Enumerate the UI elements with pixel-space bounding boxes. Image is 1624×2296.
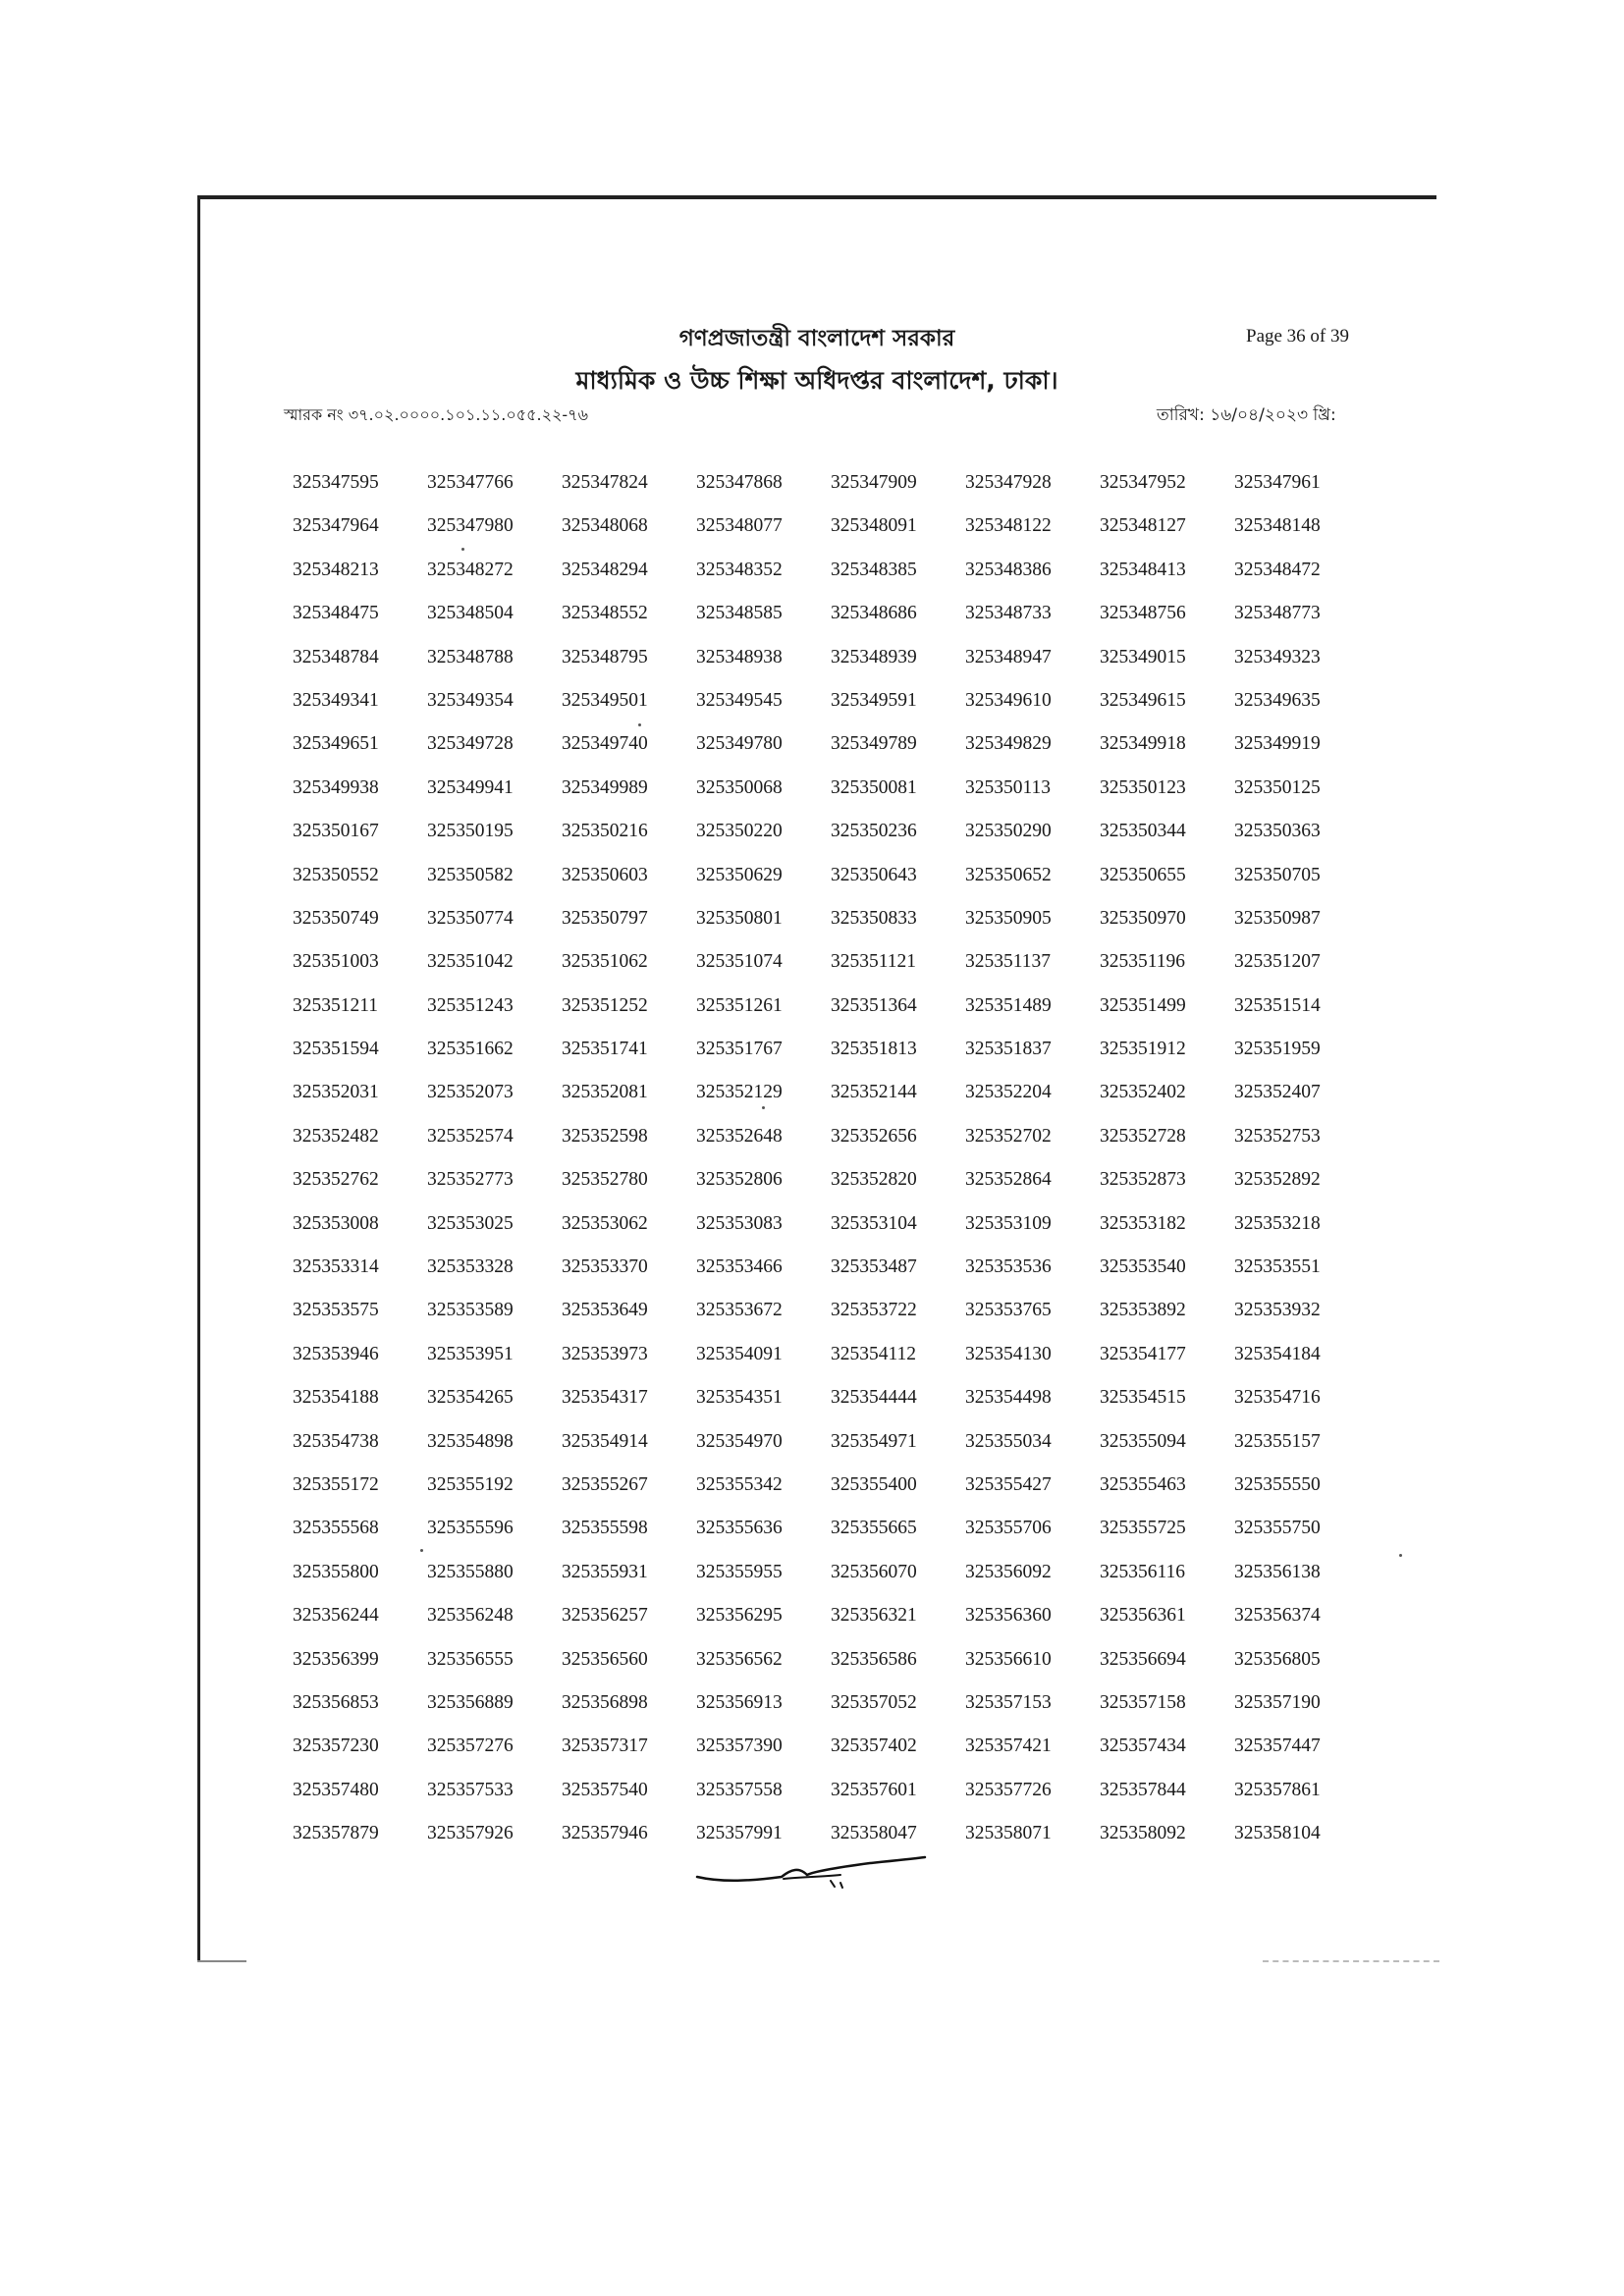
roll-number-cell: 325354738 xyxy=(293,1430,379,1452)
roll-number-cell: 325353487 xyxy=(831,1256,917,1278)
roll-number-cell: 325347595 xyxy=(293,472,379,493)
government-title: গণপ্রজাতন্ত্রী বাংলাদেশ সরকার xyxy=(678,326,955,351)
roll-number-cell: 325348413 xyxy=(1100,559,1186,580)
roll-number-cell: 325350833 xyxy=(831,907,917,929)
roll-number-cell: 325349591 xyxy=(831,689,917,711)
roll-number-cell: 325351767 xyxy=(696,1039,783,1060)
roll-number-cell: 325358104 xyxy=(1234,1823,1321,1844)
signature-mark xyxy=(693,1847,929,1896)
roll-number-cell: 325356694 xyxy=(1100,1648,1186,1670)
roll-number-cell: 325350655 xyxy=(1100,864,1186,885)
roll-number-cell: 325355955 xyxy=(696,1561,783,1582)
roll-number-cell: 325356610 xyxy=(965,1648,1052,1670)
roll-number-cell: 325356116 xyxy=(1100,1561,1186,1582)
roll-number-cell: 325349740 xyxy=(562,733,648,755)
roll-number-cell: 325352204 xyxy=(965,1082,1052,1103)
roll-number-cell: 325348947 xyxy=(965,646,1052,667)
roll-number-cell: 325348352 xyxy=(696,559,783,580)
roll-number-cell: 325350749 xyxy=(293,907,379,929)
roll-number-cell: 325349789 xyxy=(831,733,917,755)
roll-number-cell: 325355665 xyxy=(831,1518,917,1539)
roll-number-cell: 325351042 xyxy=(427,951,514,973)
roll-number-cell: 325353540 xyxy=(1100,1256,1186,1278)
roll-number-cell: 325356586 xyxy=(831,1648,917,1670)
roll-number-cell: 325353551 xyxy=(1234,1256,1321,1278)
roll-number-cell: 325351594 xyxy=(293,1039,379,1060)
roll-number-cell: 325352702 xyxy=(965,1125,1052,1147)
roll-number-cell: 325356257 xyxy=(562,1605,648,1627)
roll-number-cell: 325355427 xyxy=(965,1473,1052,1495)
roll-number-cell: 325352129 xyxy=(696,1082,783,1103)
roll-number-cell: 325357317 xyxy=(562,1735,648,1757)
roll-number-cell: 325350113 xyxy=(965,776,1052,798)
roll-number-cell: 325347952 xyxy=(1100,472,1186,493)
roll-number-cell: 325357879 xyxy=(293,1823,379,1844)
roll-number-cell: 325355267 xyxy=(562,1473,648,1495)
roll-number-cell: 325352780 xyxy=(562,1169,648,1191)
roll-number-cell: 325352598 xyxy=(562,1125,648,1147)
roll-number-cell: 325353025 xyxy=(427,1212,514,1234)
roll-number-cell: 325357844 xyxy=(1100,1779,1186,1800)
roll-number-cell: 325352728 xyxy=(1100,1125,1186,1147)
roll-number-cell: 325356244 xyxy=(293,1605,379,1627)
roll-number-cell: 325347909 xyxy=(831,472,917,493)
roll-number-cell: 325357558 xyxy=(696,1779,783,1800)
roll-number-cell: 325353104 xyxy=(831,1212,917,1234)
roll-number-cell: 325352864 xyxy=(965,1169,1052,1191)
roll-number-cell: 325349919 xyxy=(1234,733,1321,755)
roll-number-cell: 325350905 xyxy=(965,907,1052,929)
page-border-left xyxy=(197,195,200,1961)
roll-number-cell: 325347824 xyxy=(562,472,648,493)
roll-number-cell: 325357480 xyxy=(293,1779,379,1800)
roll-number-cell: 325357390 xyxy=(696,1735,783,1757)
roll-number-cell: 325355931 xyxy=(562,1561,648,1582)
roll-number-cell: 325350797 xyxy=(562,907,648,929)
roll-number-cell: 325350081 xyxy=(831,776,917,798)
roll-number-cell: 325353892 xyxy=(1100,1300,1186,1321)
roll-number-cell: 325354970 xyxy=(696,1430,783,1452)
roll-number-cell: 325351741 xyxy=(562,1039,648,1060)
roll-number-cell: 325353328 xyxy=(427,1256,514,1278)
roll-number-cell: 325357276 xyxy=(427,1735,514,1757)
roll-number-cell: 325358047 xyxy=(831,1823,917,1844)
roll-number-cell: 325350705 xyxy=(1234,864,1321,885)
roll-number-cell: 325350643 xyxy=(831,864,917,885)
roll-number-cell: 325354317 xyxy=(562,1387,648,1409)
roll-number-cell: 325354515 xyxy=(1100,1387,1186,1409)
roll-number-cell: 325350987 xyxy=(1234,907,1321,929)
roll-number-cell: 325353932 xyxy=(1234,1300,1321,1321)
roll-number-cell: 325356889 xyxy=(427,1691,514,1713)
roll-number-cell: 325357861 xyxy=(1234,1779,1321,1800)
roll-number-cell: 325351912 xyxy=(1100,1039,1186,1060)
roll-number-cell: 325356248 xyxy=(427,1605,514,1627)
roll-number-cell: 325349354 xyxy=(427,689,514,711)
roll-number-cell: 325349015 xyxy=(1100,646,1186,667)
roll-number-cell: 325356562 xyxy=(696,1648,783,1670)
roll-number-cell: 325350123 xyxy=(1100,776,1186,798)
roll-number-cell: 325354188 xyxy=(293,1387,379,1409)
department-title: মাধ্যমিক ও উচ্চ শিক্ষা অধিদপ্তর বাংলাদেশ, ঢাকা। xyxy=(575,366,1058,395)
roll-number-cell: 325351499 xyxy=(1100,994,1186,1016)
roll-number-cell: 325353083 xyxy=(696,1212,783,1234)
page-border-bottom xyxy=(197,1960,246,1962)
roll-number-cell: 325352773 xyxy=(427,1169,514,1191)
roll-number-cell: 325357230 xyxy=(293,1735,379,1757)
roll-number-cell: 325351243 xyxy=(427,994,514,1016)
roll-number-cell: 325348686 xyxy=(831,603,917,624)
roll-number-cell: 325354091 xyxy=(696,1343,783,1364)
roll-number-cell: 325357421 xyxy=(965,1735,1052,1757)
roll-number-cell: 325348077 xyxy=(696,515,783,537)
roll-number-cell: 325353951 xyxy=(427,1343,514,1364)
roll-number-cell: 325347766 xyxy=(427,472,514,493)
roll-number-cell: 325356555 xyxy=(427,1648,514,1670)
roll-number-cell: 325353589 xyxy=(427,1300,514,1321)
roll-number-cell: 325356321 xyxy=(831,1605,917,1627)
roll-number-cell: 325350774 xyxy=(427,907,514,929)
roll-number-cell: 325351813 xyxy=(831,1039,917,1060)
roll-number-cell: 325353722 xyxy=(831,1300,917,1321)
roll-number-cell: 325354971 xyxy=(831,1430,917,1452)
roll-number-cell: 325348585 xyxy=(696,603,783,624)
roll-number-cell: 325347961 xyxy=(1234,472,1321,493)
roll-number-cell: 325358092 xyxy=(1100,1823,1186,1844)
roll-number-cell: 325355568 xyxy=(293,1518,379,1539)
roll-number-cell: 325351959 xyxy=(1234,1039,1321,1060)
roll-number-cell: 325355463 xyxy=(1100,1473,1186,1495)
roll-number-cell: 325352402 xyxy=(1100,1082,1186,1103)
roll-number-cell: 325350970 xyxy=(1100,907,1186,929)
roll-number-cell: 325353182 xyxy=(1100,1212,1186,1234)
roll-number-cell: 325350603 xyxy=(562,864,648,885)
roll-number-cell: 325349323 xyxy=(1234,646,1321,667)
roll-number-cell: 325348213 xyxy=(293,559,379,580)
roll-number-cell: 325354112 xyxy=(831,1343,917,1364)
roll-number-cell: 325353575 xyxy=(293,1300,379,1321)
roll-number-cell: 325351364 xyxy=(831,994,917,1016)
roll-number-cell: 325350363 xyxy=(1234,821,1321,842)
roll-number-cell: 325348475 xyxy=(293,603,379,624)
roll-number-cell: 325351211 xyxy=(293,994,379,1016)
roll-number-cell: 325351121 xyxy=(831,951,917,973)
roll-number-cell: 325352031 xyxy=(293,1082,379,1103)
roll-number-cell: 325357153 xyxy=(965,1691,1052,1713)
roll-number-cell: 325352081 xyxy=(562,1082,648,1103)
roll-number-cell: 325351514 xyxy=(1234,994,1321,1016)
roll-number-cell: 325357926 xyxy=(427,1823,514,1844)
roll-number-cell: 325348127 xyxy=(1100,515,1186,537)
roll-number-cell: 325348068 xyxy=(562,515,648,537)
roll-number-cell: 325356560 xyxy=(562,1648,648,1670)
roll-number-cell: 325357434 xyxy=(1100,1735,1186,1757)
roll-number-cell: 325353536 xyxy=(965,1256,1052,1278)
roll-number-cell: 325350552 xyxy=(293,864,379,885)
roll-number-cell: 325357946 xyxy=(562,1823,648,1844)
roll-number-cell: 325354914 xyxy=(562,1430,648,1452)
roll-number-cell: 325349780 xyxy=(696,733,783,755)
roll-number-cell: 325352762 xyxy=(293,1169,379,1191)
roll-number-cell: 325349728 xyxy=(427,733,514,755)
roll-number-cell: 325357447 xyxy=(1234,1735,1321,1757)
roll-number-cell: 325352753 xyxy=(1234,1125,1321,1147)
roll-number-cell: 325353008 xyxy=(293,1212,379,1234)
roll-number-cell: 325353672 xyxy=(696,1300,783,1321)
roll-number-cell: 325350582 xyxy=(427,864,514,885)
roll-number-cell: 325355750 xyxy=(1234,1518,1321,1539)
roll-number-cell: 325348504 xyxy=(427,603,514,624)
roll-number-cell: 325351137 xyxy=(965,951,1052,973)
page-border-top xyxy=(197,195,1436,199)
roll-number-cell: 325354898 xyxy=(427,1430,514,1452)
roll-number-cell: 325349651 xyxy=(293,733,379,755)
roll-number-cell: 325356805 xyxy=(1234,1648,1321,1670)
roll-number-cell: 325355550 xyxy=(1234,1473,1321,1495)
roll-number-cell: 325351662 xyxy=(427,1039,514,1060)
roll-number-cell: 325355800 xyxy=(293,1561,379,1582)
roll-number-cell: 325353062 xyxy=(562,1212,648,1234)
roll-number-cell: 325351062 xyxy=(562,951,648,973)
roll-number-grid xyxy=(293,461,1373,1856)
roll-number-cell: 325352873 xyxy=(1100,1169,1186,1191)
roll-number-cell: 325352648 xyxy=(696,1125,783,1147)
roll-number-cell: 325352820 xyxy=(831,1169,917,1191)
roll-number-cell: 325357601 xyxy=(831,1779,917,1800)
roll-number-cell: 325353218 xyxy=(1234,1212,1321,1234)
roll-number-cell: 325353370 xyxy=(562,1256,648,1278)
roll-number-cell: 325353109 xyxy=(965,1212,1052,1234)
roll-number-cell: 325352806 xyxy=(696,1169,783,1191)
roll-number-cell: 325352574 xyxy=(427,1125,514,1147)
roll-number-cell: 325349635 xyxy=(1234,689,1321,711)
roll-number-cell: 325349829 xyxy=(965,733,1052,755)
roll-number-cell: 325348148 xyxy=(1234,515,1321,537)
roll-number-cell: 325355636 xyxy=(696,1518,783,1539)
roll-number-cell: 325357190 xyxy=(1234,1691,1321,1713)
roll-number-cell: 325352892 xyxy=(1234,1169,1321,1191)
roll-number-cell: 325357158 xyxy=(1100,1691,1186,1713)
roll-number-cell: 325354498 xyxy=(965,1387,1052,1409)
roll-number-cell: 325355094 xyxy=(1100,1430,1186,1452)
roll-number-cell: 325353314 xyxy=(293,1256,379,1278)
roll-number-cell: 325354130 xyxy=(965,1343,1052,1364)
roll-number-cell: 325351074 xyxy=(696,951,783,973)
roll-number-cell: 325348091 xyxy=(831,515,917,537)
roll-number-cell: 325352407 xyxy=(1234,1082,1321,1103)
roll-number-cell: 325353765 xyxy=(965,1300,1052,1321)
roll-number-cell: 325350290 xyxy=(965,821,1052,842)
roll-number-cell: 325351207 xyxy=(1234,951,1321,973)
roll-number-cell: 325349989 xyxy=(562,776,648,798)
roll-number-cell: 325355880 xyxy=(427,1561,514,1582)
roll-number-cell: 325354716 xyxy=(1234,1387,1321,1409)
roll-number-cell: 325348272 xyxy=(427,559,514,580)
roll-number-cell: 325350125 xyxy=(1234,776,1321,798)
roll-number-cell: 325353973 xyxy=(562,1343,648,1364)
roll-number-cell: 325350220 xyxy=(696,821,783,842)
roll-number-cell: 325351261 xyxy=(696,994,783,1016)
roll-number-cell: 325354444 xyxy=(831,1387,917,1409)
roll-number-cell: 325349610 xyxy=(965,689,1052,711)
roll-number-cell: 325348939 xyxy=(831,646,917,667)
roll-number-cell: 325348795 xyxy=(562,646,648,667)
roll-number-cell: 325351252 xyxy=(562,994,648,1016)
roll-number-cell: 325350167 xyxy=(293,821,379,842)
roll-number-cell: 325356853 xyxy=(293,1691,379,1713)
roll-number-cell: 325347928 xyxy=(965,472,1052,493)
roll-number-cell: 325357540 xyxy=(562,1779,648,1800)
roll-number-cell: 325355596 xyxy=(427,1518,514,1539)
roll-number-cell: 325348386 xyxy=(965,559,1052,580)
roll-number-cell: 325349918 xyxy=(1100,733,1186,755)
roll-number-cell: 325356092 xyxy=(965,1561,1052,1582)
roll-number-cell: 325354184 xyxy=(1234,1343,1321,1364)
roll-number-cell: 325350344 xyxy=(1100,821,1186,842)
roll-number-cell: 325350652 xyxy=(965,864,1052,885)
roll-number-cell: 325356070 xyxy=(831,1561,917,1582)
roll-number-cell: 325353649 xyxy=(562,1300,648,1321)
roll-number-cell: 325354177 xyxy=(1100,1343,1186,1364)
roll-number-cell: 325352482 xyxy=(293,1125,379,1147)
roll-number-cell: 325351196 xyxy=(1100,951,1186,973)
roll-number-cell: 325353946 xyxy=(293,1343,379,1364)
roll-number-cell: 325353466 xyxy=(696,1256,783,1278)
roll-number-cell: 325350068 xyxy=(696,776,783,798)
roll-number-cell: 325349941 xyxy=(427,776,514,798)
roll-number-cell: 325357991 xyxy=(696,1823,783,1844)
scan-speck xyxy=(1399,1554,1402,1557)
roll-number-cell: 325348788 xyxy=(427,646,514,667)
roll-number-cell: 325350216 xyxy=(562,821,648,842)
roll-number-cell: 325355192 xyxy=(427,1473,514,1495)
roll-number-cell: 325356295 xyxy=(696,1605,783,1627)
roll-number-cell: 325355172 xyxy=(293,1473,379,1495)
page-number: Page 36 of 39 xyxy=(1246,326,1350,347)
roll-number-cell: 325350236 xyxy=(831,821,917,842)
roll-number-cell: 325347964 xyxy=(293,515,379,537)
roll-number-cell: 325357052 xyxy=(831,1691,917,1713)
roll-number-cell: 325356898 xyxy=(562,1691,648,1713)
roll-number-cell: 325358071 xyxy=(965,1823,1052,1844)
roll-number-cell: 325348472 xyxy=(1234,559,1321,580)
roll-number-cell: 325355598 xyxy=(562,1518,648,1539)
roll-number-cell: 325355400 xyxy=(831,1473,917,1495)
roll-number-cell: 325351003 xyxy=(293,951,379,973)
roll-number-cell: 325348938 xyxy=(696,646,783,667)
roll-number-cell: 325348733 xyxy=(965,603,1052,624)
roll-number-cell: 325355034 xyxy=(965,1430,1052,1452)
roll-number-cell: 325356374 xyxy=(1234,1605,1321,1627)
roll-number-cell: 325349938 xyxy=(293,776,379,798)
roll-number-cell: 325348385 xyxy=(831,559,917,580)
roll-number-cell: 325356138 xyxy=(1234,1561,1321,1582)
roll-number-cell: 325348552 xyxy=(562,603,648,624)
roll-number-cell: 325347980 xyxy=(427,515,514,537)
memo-number: স্মারক নং ৩৭.০২.০০০০.১০১.১১.০৫৫.২২-৭৬ xyxy=(284,405,588,424)
roll-number-cell: 325352144 xyxy=(831,1082,917,1103)
roll-number-cell: 325348756 xyxy=(1100,603,1186,624)
roll-number-cell: 325348773 xyxy=(1234,603,1321,624)
roll-number-cell: 325347868 xyxy=(696,472,783,493)
roll-number-cell: 325350195 xyxy=(427,821,514,842)
roll-number-cell: 325355342 xyxy=(696,1473,783,1495)
roll-number-cell: 325356361 xyxy=(1100,1605,1186,1627)
roll-number-cell: 325352656 xyxy=(831,1125,917,1147)
roll-number-cell: 325351837 xyxy=(965,1039,1052,1060)
roll-number-cell: 325355706 xyxy=(965,1518,1052,1539)
issue-date: তারিখ: ১৬/০৪/২০২৩ খ্রি: xyxy=(1157,405,1336,425)
roll-number-cell: 325352073 xyxy=(427,1082,514,1103)
roll-number-cell: 325351489 xyxy=(965,994,1052,1016)
roll-number-cell: 325349615 xyxy=(1100,689,1186,711)
roll-number-cell: 325350801 xyxy=(696,907,783,929)
roll-number-cell: 325354351 xyxy=(696,1387,783,1409)
roll-number-cell: 325349501 xyxy=(562,689,648,711)
roll-number-cell: 325350629 xyxy=(696,864,783,885)
roll-number-cell: 325349545 xyxy=(696,689,783,711)
roll-number-cell: 325356913 xyxy=(696,1691,783,1713)
roll-number-cell: 325355725 xyxy=(1100,1518,1186,1539)
roll-number-cell: 325348784 xyxy=(293,646,379,667)
roll-number-cell: 325357726 xyxy=(965,1779,1052,1800)
roll-number-cell: 325355157 xyxy=(1234,1430,1321,1452)
page-border-bottom-faint xyxy=(1263,1960,1439,1962)
roll-number-cell: 325349341 xyxy=(293,689,379,711)
roll-number-cell: 325354265 xyxy=(427,1387,514,1409)
roll-number-cell: 325348122 xyxy=(965,515,1052,537)
roll-number-cell: 325356360 xyxy=(965,1605,1052,1627)
roll-number-cell: 325348294 xyxy=(562,559,648,580)
roll-number-cell: 325357402 xyxy=(831,1735,917,1757)
roll-number-cell: 325356399 xyxy=(293,1648,379,1670)
roll-number-cell: 325357533 xyxy=(427,1779,514,1800)
